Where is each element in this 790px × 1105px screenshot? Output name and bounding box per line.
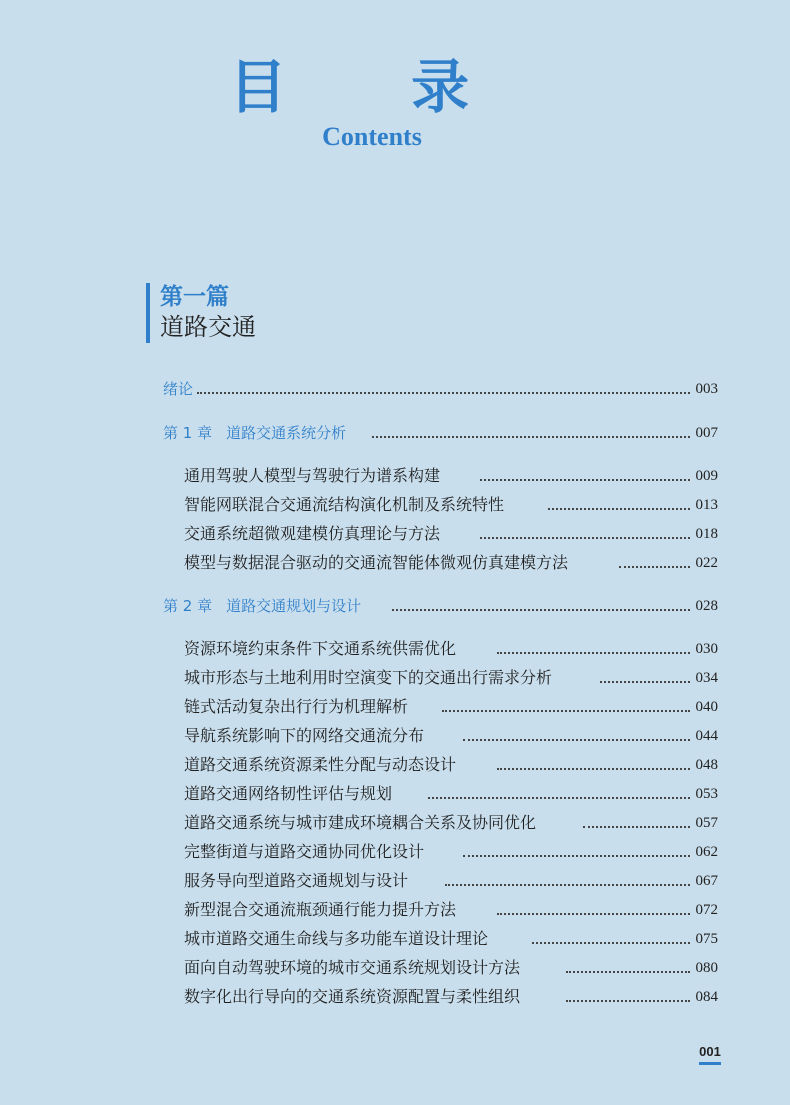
- leader-dots: [566, 955, 690, 973]
- toc-entry[interactable]: [0, 694, 790, 720]
- entry-title: 链式活动复杂出行行为机理解析: [184, 697, 409, 716]
- leader-dots: [497, 897, 690, 915]
- leader-dots: [600, 665, 690, 683]
- leader-dots: [583, 810, 690, 828]
- entry-title: 道路交通系统与城市建成环境耦合关系及协同优化: [184, 813, 537, 832]
- page-number: 001: [699, 1044, 721, 1059]
- toc-entry[interactable]: [0, 550, 790, 576]
- entry-page: 028: [695, 598, 718, 614]
- entry-title: 智能网联混合交通流结构演化机制及系统特性: [184, 495, 505, 514]
- entry-title: 新型混合交通流瓶颈通行能力提升方法: [184, 900, 457, 919]
- entry-title: 绪论: [163, 380, 194, 398]
- entry-page: 053: [695, 786, 718, 802]
- entry-page: 075: [695, 931, 718, 947]
- toc-entry-intro[interactable]: [0, 376, 790, 402]
- leader-dots: [463, 723, 690, 741]
- toc-entry[interactable]: [0, 955, 790, 981]
- entry-page: 030: [695, 641, 718, 657]
- leader-dots: [463, 839, 690, 857]
- toc-entry[interactable]: [0, 781, 790, 807]
- toc-entry[interactable]: [0, 463, 790, 489]
- toc-entry[interactable]: [0, 665, 790, 691]
- toc-entry[interactable]: [0, 839, 790, 865]
- entry-title: 服务导向型道路交通规划与设计: [184, 871, 409, 890]
- entry-page: 003: [695, 381, 718, 397]
- part-heading: [146, 283, 256, 343]
- toc-title: 目 录: [228, 53, 522, 121]
- part-title: 道路交通: [160, 313, 256, 341]
- leader-dots: [480, 463, 690, 481]
- entry-title: 城市形态与土地利用时空演变下的交通出行需求分析: [184, 668, 553, 687]
- entry-page: 022: [695, 555, 718, 571]
- entry-title: 模型与数据混合驱动的交通流智能体微观仿真建模方法: [184, 553, 569, 572]
- toc-entry[interactable]: [0, 521, 790, 547]
- toc-entry-chapter[interactable]: [0, 593, 790, 619]
- toc-subtitle: Contents: [322, 122, 422, 151]
- part-label: 第一篇: [160, 284, 229, 310]
- toc-entry[interactable]: [0, 723, 790, 749]
- entry-title: 通用驾驶人模型与驾驶行为谱系构建: [184, 466, 441, 485]
- entry-title: 面向自动驾驶环境的城市交通系统规划设计方法: [184, 958, 521, 977]
- chapter-number: 第 1 章: [163, 424, 213, 442]
- toc-entry[interactable]: [0, 926, 790, 952]
- leader-dots: [392, 593, 690, 611]
- leader-dots: [445, 868, 690, 886]
- entry-title: 道路交通网络韧性评估与规划: [184, 784, 393, 803]
- toc-entry[interactable]: [0, 752, 790, 778]
- toc-entry-chapter[interactable]: [0, 420, 790, 446]
- entry-page: 009: [695, 468, 718, 484]
- toc-entry[interactable]: [0, 984, 790, 1010]
- entry-page: 034: [695, 670, 718, 686]
- leader-dots: [497, 636, 690, 654]
- entry-title: 导航系统影响下的网络交通流分布: [184, 726, 425, 745]
- entry-page: 040: [695, 699, 718, 715]
- entry-page: 084: [695, 989, 718, 1005]
- leader-dots: [532, 926, 690, 944]
- entry-page: 080: [695, 960, 718, 976]
- leader-dots: [197, 376, 690, 394]
- entry-title: 完整街道与道路交通协同优化设计: [184, 842, 425, 861]
- entry-page: 018: [695, 526, 718, 542]
- leader-dots: [566, 984, 690, 1002]
- toc-entry[interactable]: [0, 492, 790, 518]
- leader-dots: [497, 752, 690, 770]
- leader-dots: [548, 492, 690, 510]
- chapter-title: 道路交通规划与设计: [226, 597, 362, 615]
- chapter-heading: [163, 593, 361, 619]
- entry-page: 072: [695, 902, 718, 918]
- leader-dots: [619, 550, 690, 568]
- entry-page: 062: [695, 844, 718, 860]
- entry-title: 交通系统超微观建模仿真理论与方法: [184, 524, 441, 543]
- entry-page: 044: [695, 728, 718, 744]
- entry-title: 道路交通系统资源柔性分配与动态设计: [184, 755, 457, 774]
- entry-page: 007: [695, 425, 718, 441]
- entry-title: 城市道路交通生命线与多功能车道设计理论: [184, 929, 489, 948]
- toc-entry[interactable]: [0, 810, 790, 836]
- entry-page: 013: [695, 497, 718, 513]
- entry-page: 048: [695, 757, 718, 773]
- leader-dots: [442, 694, 690, 712]
- chapter-title: 道路交通系统分析: [226, 424, 347, 442]
- toc-entry[interactable]: [0, 636, 790, 662]
- chapter-heading: [163, 420, 346, 446]
- entry-page: 057: [695, 815, 718, 831]
- entry-page: 067: [695, 873, 718, 889]
- toc-entry[interactable]: [0, 868, 790, 894]
- page-number-underline: [699, 1062, 721, 1065]
- entry-title: 数字化出行导向的交通系统资源配置与柔性组织: [184, 987, 521, 1006]
- leader-dots: [480, 521, 690, 539]
- toc-entry[interactable]: [0, 897, 790, 923]
- leader-dots: [372, 420, 690, 438]
- entry-title: 资源环境约束条件下交通系统供需优化: [184, 639, 457, 658]
- leader-dots: [428, 781, 690, 799]
- chapter-number: 第 2 章: [163, 597, 213, 615]
